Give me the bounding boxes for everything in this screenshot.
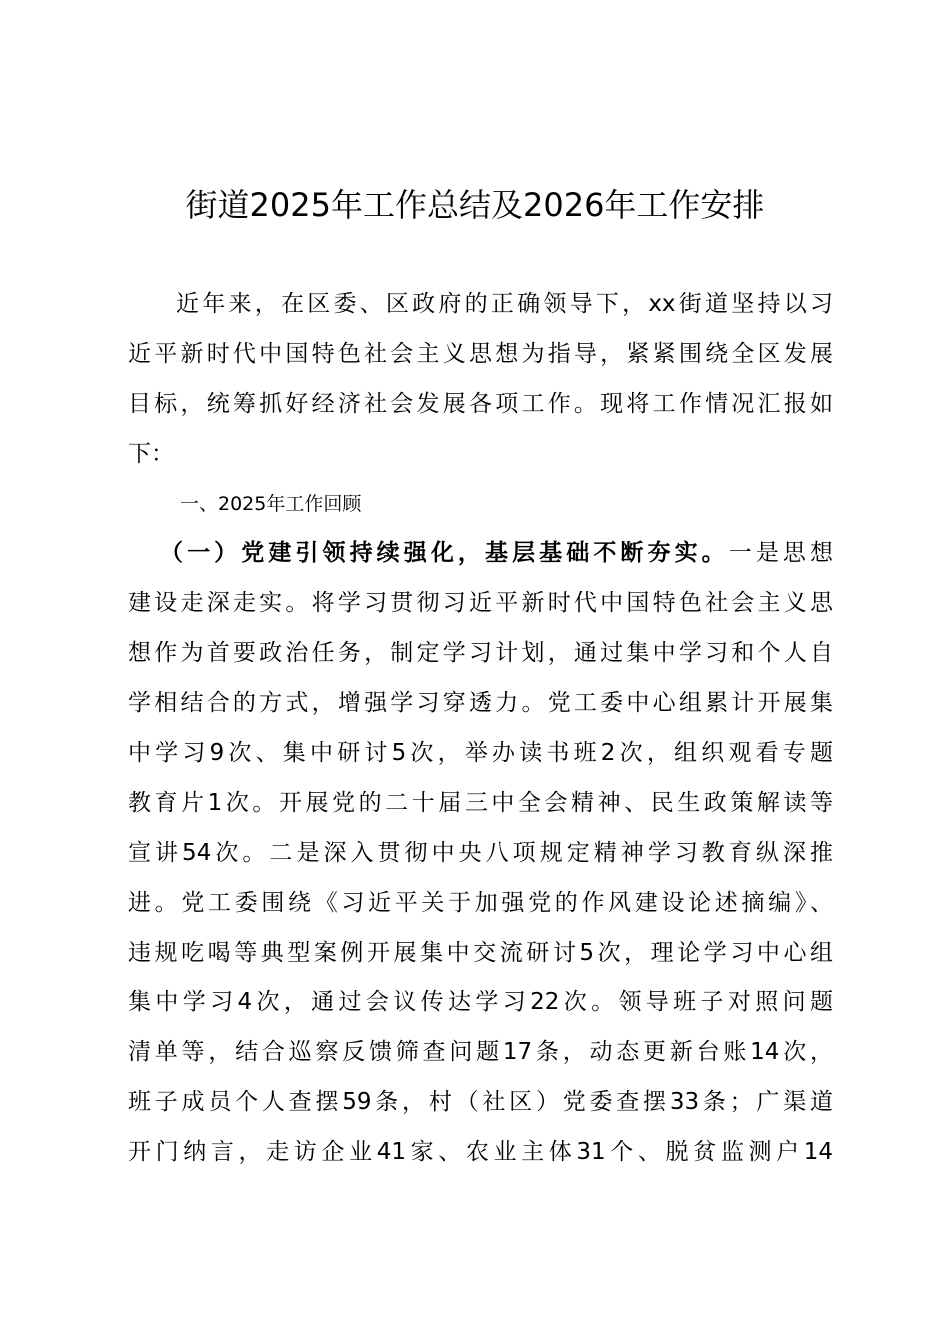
- body-line: 班子成员个人查摆59条，村（社区）党委查摆33条；广渠道: [128, 1089, 833, 1116]
- body-line: 进。党工委围绕《习近平关于加强党的作风建设论述摘编》、: [128, 889, 833, 916]
- intro-line-1: 近年来，在区委、区政府的正确领导下，xx街道坚持以习: [176, 291, 833, 317]
- body-line: 宣讲54次。二是深入贯彻中央八项规定精神学习教育纵深推: [128, 839, 833, 866]
- body-line: 清单等，结合巡察反馈筛查问题17条，动态更新台账14次，: [128, 1039, 833, 1066]
- intro-line-2: 近平新时代中国特色社会主义思想为指导，紧紧围绕全区发展: [128, 340, 833, 367]
- intro-line-4: 下：: [128, 440, 174, 467]
- section-heading: 一、2025年工作回顾: [180, 492, 362, 515]
- subsection-bold-lead: （一）党建引领持续强化，基层基础不断夯实。: [160, 540, 729, 567]
- body-line: 违规吃喝等典型案例开展集中交流研讨5次，理论学习中心组: [128, 939, 833, 966]
- body-line: 开门纳言，走访企业41家、农业主体31个、脱贫监测户14: [128, 1139, 833, 1166]
- document-title: 街道2025年工作总结及2026年工作安排: [185, 186, 765, 224]
- intro-line-3: 目标，统筹抓好经济社会发展各项工作。现将工作情况汇报如: [128, 390, 833, 417]
- body-line: 集中学习4次，通过会议传达学习22次。领导班子对照问题: [128, 989, 833, 1016]
- body-line: 教育片1次。开展党的二十届三中全会精神、民生政策解读等: [128, 789, 833, 816]
- body-line: 中学习9次、集中研讨5次，举办读书班2次，组织观看专题: [128, 740, 833, 767]
- subsection-first-line-rest: 一是思想: [728, 540, 834, 567]
- body-line: 想作为首要政治任务，制定学习计划，通过集中学习和个人自: [128, 640, 833, 667]
- subsection-first-line: [128, 529, 833, 579]
- body-line: 学相结合的方式，增强学习穿透力。党工委中心组累计开展集: [128, 690, 833, 717]
- body-line: 建设走深走实。将学习贯彻习近平新时代中国特色社会主义思: [128, 590, 833, 617]
- document-body: [128, 280, 833, 1178]
